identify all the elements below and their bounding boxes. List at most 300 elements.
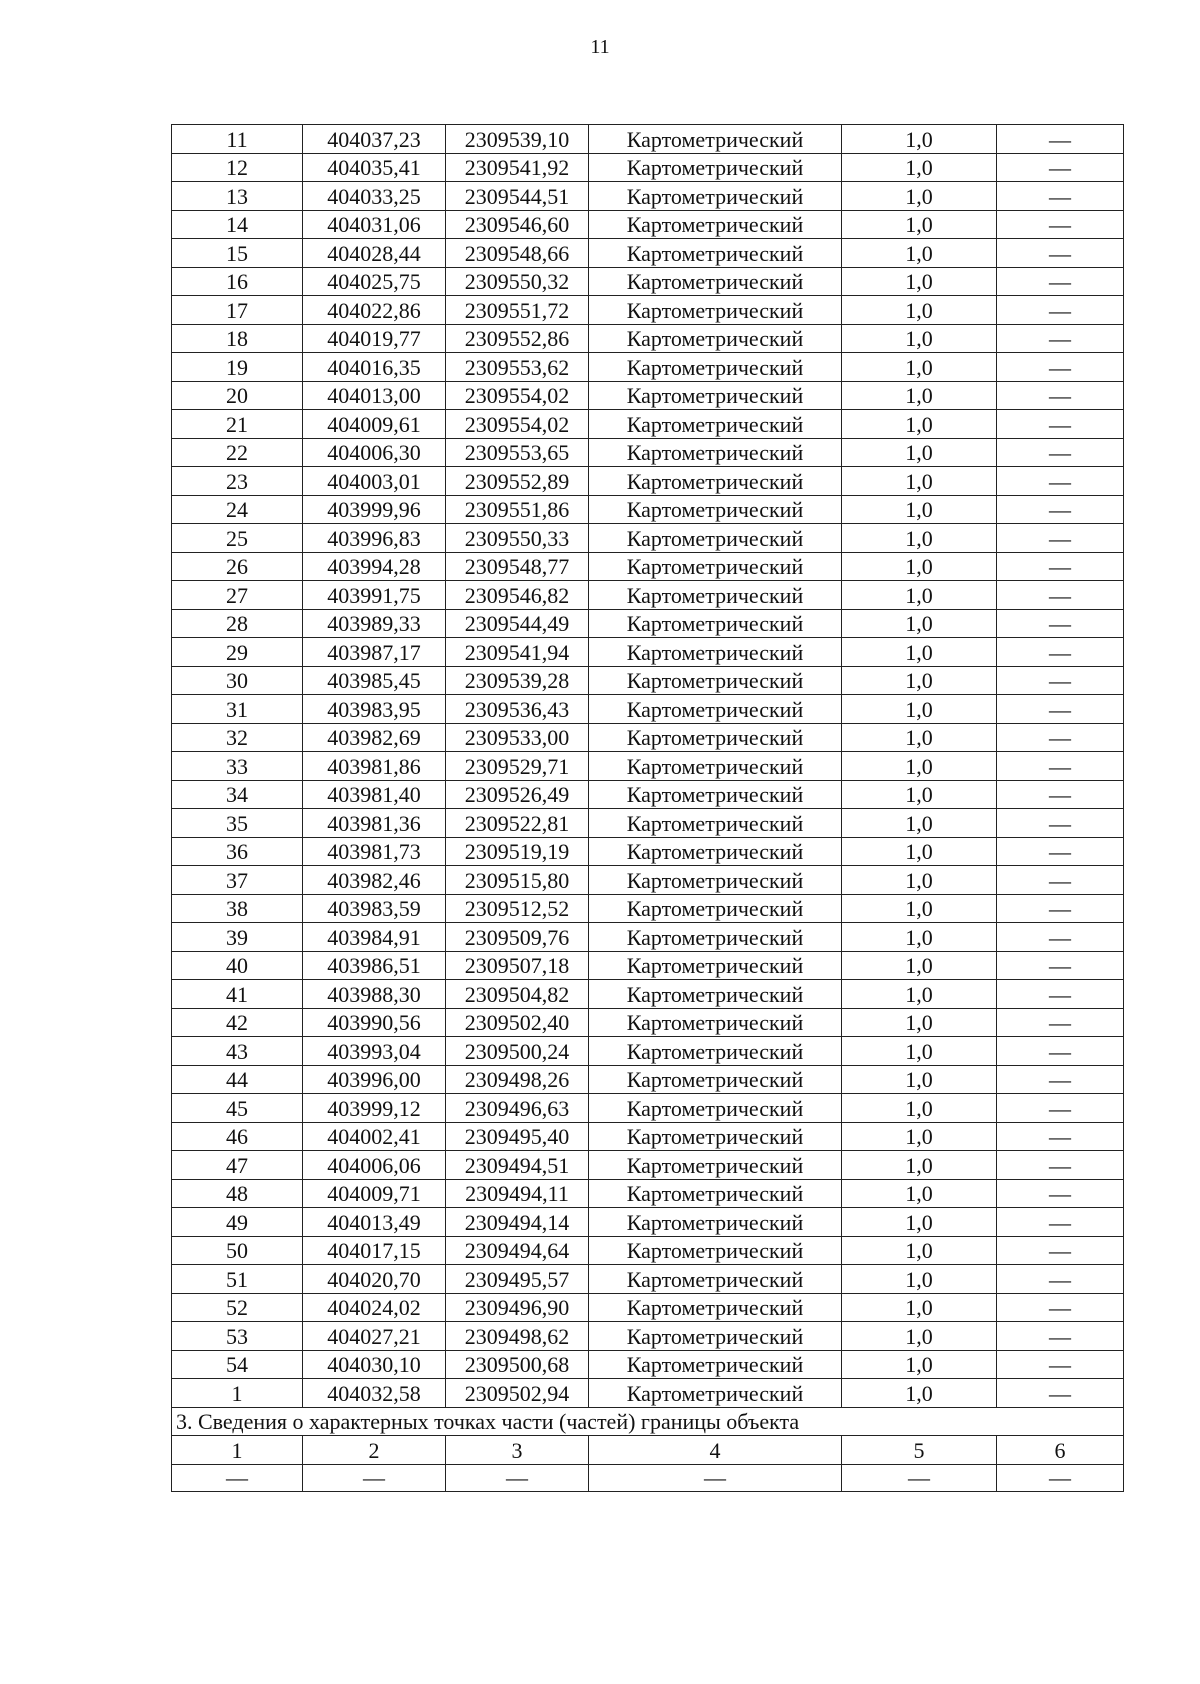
method-cell: Картометрический: [589, 695, 842, 724]
method-cell: Картометрический: [589, 666, 842, 695]
accuracy-cell: 1,0: [842, 809, 997, 838]
note-cell: —: [997, 1322, 1124, 1351]
point-number-cell: 25: [172, 524, 303, 553]
method-cell: Картометрический: [589, 723, 842, 752]
y-coordinate-cell: 2309515,80: [446, 866, 589, 895]
table-row: [172, 381, 1124, 410]
table-row: [172, 695, 1124, 724]
method-cell: Картометрический: [589, 410, 842, 439]
y-coordinate-cell: 2309498,62: [446, 1322, 589, 1351]
table-row: [172, 495, 1124, 524]
note-cell: —: [997, 1151, 1124, 1180]
table-row: [172, 125, 1124, 154]
accuracy-cell: 1,0: [842, 552, 997, 581]
method-cell: Картометрический: [589, 381, 842, 410]
point-number-cell: 17: [172, 296, 303, 325]
method-cell: Картометрический: [589, 467, 842, 496]
accuracy-cell: 1,0: [842, 381, 997, 410]
section3-empty-cell: —: [842, 1464, 997, 1491]
note-cell: —: [997, 780, 1124, 809]
point-number-cell: 13: [172, 182, 303, 211]
y-coordinate-cell: 2309509,76: [446, 923, 589, 952]
table-row: [172, 296, 1124, 325]
accuracy-cell: 1,0: [842, 239, 997, 268]
accuracy-cell: 1,0: [842, 1122, 997, 1151]
x-coordinate-cell: 403981,40: [303, 780, 446, 809]
accuracy-cell: 1,0: [842, 609, 997, 638]
method-cell: Картометрический: [589, 239, 842, 268]
note-cell: —: [997, 638, 1124, 667]
x-coordinate-cell: 404019,77: [303, 324, 446, 353]
note-cell: —: [997, 1350, 1124, 1379]
point-number-cell: 28: [172, 609, 303, 638]
accuracy-cell: 1,0: [842, 1322, 997, 1351]
point-number-cell: 22: [172, 438, 303, 467]
accuracy-cell: 1,0: [842, 182, 997, 211]
accuracy-cell: 1,0: [842, 1265, 997, 1294]
method-cell: Картометрический: [589, 296, 842, 325]
table-row: [172, 666, 1124, 695]
table-row: [172, 1208, 1124, 1237]
note-cell: —: [997, 524, 1124, 553]
table-row: [172, 752, 1124, 781]
y-coordinate-cell: 2309550,33: [446, 524, 589, 553]
point-number-cell: 24: [172, 495, 303, 524]
x-coordinate-cell: 403981,36: [303, 809, 446, 838]
x-coordinate-cell: 404033,25: [303, 182, 446, 211]
table-row: [172, 1379, 1124, 1408]
method-cell: Картометрический: [589, 267, 842, 296]
accuracy-cell: 1,0: [842, 980, 997, 1009]
x-coordinate-cell: 404030,10: [303, 1350, 446, 1379]
method-cell: Картометрический: [589, 438, 842, 467]
x-coordinate-cell: 404032,58: [303, 1379, 446, 1408]
accuracy-cell: 1,0: [842, 581, 997, 610]
method-cell: Картометрический: [589, 581, 842, 610]
method-cell: Картометрический: [589, 752, 842, 781]
accuracy-cell: 1,0: [842, 267, 997, 296]
x-coordinate-cell: 404028,44: [303, 239, 446, 268]
x-coordinate-cell: 404009,71: [303, 1179, 446, 1208]
point-number-cell: 20: [172, 381, 303, 410]
y-coordinate-cell: 2309539,10: [446, 125, 589, 154]
accuracy-cell: 1,0: [842, 1293, 997, 1322]
table-row: [172, 581, 1124, 610]
note-cell: —: [997, 552, 1124, 581]
accuracy-cell: 1,0: [842, 780, 997, 809]
table-row: [172, 923, 1124, 952]
x-coordinate-cell: 404025,75: [303, 267, 446, 296]
accuracy-cell: 1,0: [842, 866, 997, 895]
method-cell: Картометрический: [589, 1208, 842, 1237]
note-cell: —: [997, 324, 1124, 353]
note-cell: —: [997, 1236, 1124, 1265]
y-coordinate-cell: 2309544,49: [446, 609, 589, 638]
x-coordinate-cell: 403999,12: [303, 1094, 446, 1123]
table-row: [172, 153, 1124, 182]
point-number-cell: 21: [172, 410, 303, 439]
y-coordinate-cell: 2309504,82: [446, 980, 589, 1009]
y-coordinate-cell: 2309553,62: [446, 353, 589, 382]
table-row: [172, 210, 1124, 239]
coordinates-table: [171, 124, 1124, 1492]
x-coordinate-cell: 404035,41: [303, 153, 446, 182]
accuracy-cell: 1,0: [842, 410, 997, 439]
x-coordinate-cell: 403982,46: [303, 866, 446, 895]
x-coordinate-cell: 404017,15: [303, 1236, 446, 1265]
note-cell: —: [997, 182, 1124, 211]
section3-empty-cell: —: [446, 1464, 589, 1491]
point-number-cell: 38: [172, 894, 303, 923]
y-coordinate-cell: 2309494,11: [446, 1179, 589, 1208]
note-cell: —: [997, 125, 1124, 154]
accuracy-cell: 1,0: [842, 1037, 997, 1066]
section3-header-cell: 6: [997, 1436, 1124, 1465]
x-coordinate-cell: 403981,73: [303, 837, 446, 866]
section3-header-cell: 5: [842, 1436, 997, 1465]
y-coordinate-cell: 2309541,94: [446, 638, 589, 667]
table-row: [172, 353, 1124, 382]
point-number-cell: 46: [172, 1122, 303, 1151]
coordinates-table-body: [172, 125, 1124, 1408]
y-coordinate-cell: 2309554,02: [446, 410, 589, 439]
point-number-cell: 41: [172, 980, 303, 1009]
y-coordinate-cell: 2309544,51: [446, 182, 589, 211]
method-cell: Картометрический: [589, 780, 842, 809]
method-cell: Картометрический: [589, 495, 842, 524]
y-coordinate-cell: 2309496,63: [446, 1094, 589, 1123]
y-coordinate-cell: 2309522,81: [446, 809, 589, 838]
table-row: [172, 1179, 1124, 1208]
method-cell: Картометрический: [589, 1379, 842, 1408]
accuracy-cell: 1,0: [842, 638, 997, 667]
x-coordinate-cell: 404006,30: [303, 438, 446, 467]
section3-title-row: [172, 1407, 1124, 1436]
note-cell: —: [997, 951, 1124, 980]
method-cell: Картометрический: [589, 524, 842, 553]
y-coordinate-cell: 2309550,32: [446, 267, 589, 296]
x-coordinate-cell: 403990,56: [303, 1008, 446, 1037]
method-cell: Картометрический: [589, 1151, 842, 1180]
table-row: [172, 438, 1124, 467]
note-cell: —: [997, 210, 1124, 239]
accuracy-cell: 1,0: [842, 723, 997, 752]
table-row: [172, 552, 1124, 581]
x-coordinate-cell: 404016,35: [303, 353, 446, 382]
note-cell: —: [997, 1265, 1124, 1294]
section3-empty-cell: —: [303, 1464, 446, 1491]
y-coordinate-cell: 2309500,68: [446, 1350, 589, 1379]
note-cell: —: [997, 980, 1124, 1009]
method-cell: Картометрический: [589, 1179, 842, 1208]
section3-header-row: [172, 1436, 1124, 1465]
point-number-cell: 33: [172, 752, 303, 781]
y-coordinate-cell: 2309502,94: [446, 1379, 589, 1408]
section3-header-cell: 1: [172, 1436, 303, 1465]
x-coordinate-cell: 403986,51: [303, 951, 446, 980]
method-cell: Картометрический: [589, 923, 842, 952]
table-row: [172, 1322, 1124, 1351]
method-cell: Картометрический: [589, 809, 842, 838]
table-row: [172, 1236, 1124, 1265]
accuracy-cell: 1,0: [842, 324, 997, 353]
point-number-cell: 1: [172, 1379, 303, 1408]
x-coordinate-cell: 403996,83: [303, 524, 446, 553]
method-cell: Картометрический: [589, 1008, 842, 1037]
note-cell: —: [997, 381, 1124, 410]
table-row: [172, 1265, 1124, 1294]
method-cell: Картометрический: [589, 1350, 842, 1379]
point-number-cell: 45: [172, 1094, 303, 1123]
y-coordinate-cell: 2309539,28: [446, 666, 589, 695]
y-coordinate-cell: 2309496,90: [446, 1293, 589, 1322]
point-number-cell: 30: [172, 666, 303, 695]
y-coordinate-cell: 2309526,49: [446, 780, 589, 809]
method-cell: Картометрический: [589, 1122, 842, 1151]
point-number-cell: 12: [172, 153, 303, 182]
accuracy-cell: 1,0: [842, 296, 997, 325]
table-row: [172, 638, 1124, 667]
x-coordinate-cell: 404013,00: [303, 381, 446, 410]
section3-empty-cell: —: [997, 1464, 1124, 1491]
method-cell: Картометрический: [589, 638, 842, 667]
table-row: [172, 1151, 1124, 1180]
note-cell: —: [997, 866, 1124, 895]
y-coordinate-cell: 2309552,89: [446, 467, 589, 496]
note-cell: —: [997, 410, 1124, 439]
note-cell: —: [997, 267, 1124, 296]
method-cell: Картометрический: [589, 552, 842, 581]
note-cell: —: [997, 1008, 1124, 1037]
accuracy-cell: 1,0: [842, 951, 997, 980]
table-row: [172, 951, 1124, 980]
x-coordinate-cell: 403983,95: [303, 695, 446, 724]
accuracy-cell: 1,0: [842, 1350, 997, 1379]
note-cell: —: [997, 467, 1124, 496]
accuracy-cell: 1,0: [842, 752, 997, 781]
point-number-cell: 50: [172, 1236, 303, 1265]
note-cell: —: [997, 894, 1124, 923]
method-cell: Картометрический: [589, 1094, 842, 1123]
note-cell: —: [997, 296, 1124, 325]
accuracy-cell: 1,0: [842, 438, 997, 467]
accuracy-cell: 1,0: [842, 495, 997, 524]
point-number-cell: 48: [172, 1179, 303, 1208]
point-number-cell: 15: [172, 239, 303, 268]
section3-header-cell: 3: [446, 1436, 589, 1465]
x-coordinate-cell: 403989,33: [303, 609, 446, 638]
y-coordinate-cell: 2309507,18: [446, 951, 589, 980]
point-number-cell: 36: [172, 837, 303, 866]
table-row: [172, 182, 1124, 211]
x-coordinate-cell: 404002,41: [303, 1122, 446, 1151]
point-number-cell: 31: [172, 695, 303, 724]
table-row: [172, 780, 1124, 809]
accuracy-cell: 1,0: [842, 353, 997, 382]
point-number-cell: 34: [172, 780, 303, 809]
table-row: [172, 524, 1124, 553]
y-coordinate-cell: 2309494,14: [446, 1208, 589, 1237]
note-cell: —: [997, 581, 1124, 610]
y-coordinate-cell: 2309502,40: [446, 1008, 589, 1037]
table-row: [172, 1293, 1124, 1322]
x-coordinate-cell: 403991,75: [303, 581, 446, 610]
table-row: [172, 267, 1124, 296]
y-coordinate-cell: 2309552,86: [446, 324, 589, 353]
method-cell: Картометрический: [589, 210, 842, 239]
x-coordinate-cell: 403982,69: [303, 723, 446, 752]
method-cell: Картометрический: [589, 125, 842, 154]
x-coordinate-cell: 404013,49: [303, 1208, 446, 1237]
accuracy-cell: 1,0: [842, 837, 997, 866]
table-row: [172, 1065, 1124, 1094]
x-coordinate-cell: 404037,23: [303, 125, 446, 154]
accuracy-cell: 1,0: [842, 467, 997, 496]
table-row: [172, 467, 1124, 496]
note-cell: —: [997, 153, 1124, 182]
table-row: [172, 809, 1124, 838]
method-cell: Картометрический: [589, 353, 842, 382]
y-coordinate-cell: 2309495,40: [446, 1122, 589, 1151]
note-cell: —: [997, 609, 1124, 638]
accuracy-cell: 1,0: [842, 1065, 997, 1094]
note-cell: —: [997, 1293, 1124, 1322]
note-cell: —: [997, 1122, 1124, 1151]
table-row: [172, 324, 1124, 353]
note-cell: —: [997, 752, 1124, 781]
point-number-cell: 18: [172, 324, 303, 353]
y-coordinate-cell: 2309519,19: [446, 837, 589, 866]
point-number-cell: 16: [172, 267, 303, 296]
x-coordinate-cell: 404006,06: [303, 1151, 446, 1180]
y-coordinate-cell: 2309541,92: [446, 153, 589, 182]
method-cell: Картометрический: [589, 1265, 842, 1294]
method-cell: Картометрический: [589, 951, 842, 980]
x-coordinate-cell: 403985,45: [303, 666, 446, 695]
table-row: [172, 1094, 1124, 1123]
x-coordinate-cell: 404031,06: [303, 210, 446, 239]
method-cell: Картометрический: [589, 980, 842, 1009]
y-coordinate-cell: 2309494,64: [446, 1236, 589, 1265]
point-number-cell: 32: [172, 723, 303, 752]
accuracy-cell: 1,0: [842, 1008, 997, 1037]
y-coordinate-cell: 2309512,52: [446, 894, 589, 923]
table-row: [172, 1350, 1124, 1379]
x-coordinate-cell: 404003,01: [303, 467, 446, 496]
method-cell: Картометрический: [589, 894, 842, 923]
method-cell: Картометрический: [589, 153, 842, 182]
section3-header-cell: 4: [589, 1436, 842, 1465]
section3-empty-cell: —: [172, 1464, 303, 1491]
note-cell: —: [997, 837, 1124, 866]
point-number-cell: 42: [172, 1008, 303, 1037]
note-cell: —: [997, 809, 1124, 838]
note-cell: —: [997, 438, 1124, 467]
x-coordinate-cell: 403996,00: [303, 1065, 446, 1094]
x-coordinate-cell: 403987,17: [303, 638, 446, 667]
point-number-cell: 53: [172, 1322, 303, 1351]
y-coordinate-cell: 2309546,82: [446, 581, 589, 610]
point-number-cell: 54: [172, 1350, 303, 1379]
table-row: [172, 609, 1124, 638]
table-row: [172, 837, 1124, 866]
y-coordinate-cell: 2309495,57: [446, 1265, 589, 1294]
point-number-cell: 35: [172, 809, 303, 838]
y-coordinate-cell: 2309498,26: [446, 1065, 589, 1094]
section3: [172, 1407, 1124, 1491]
point-number-cell: 39: [172, 923, 303, 952]
note-cell: —: [997, 923, 1124, 952]
x-coordinate-cell: 404022,86: [303, 296, 446, 325]
accuracy-cell: 1,0: [842, 666, 997, 695]
point-number-cell: 14: [172, 210, 303, 239]
section3-title: 3. Сведения о характерных точках части (частей) границы объекта: [172, 1407, 1124, 1436]
method-cell: Картометрический: [589, 182, 842, 211]
accuracy-cell: 1,0: [842, 1179, 997, 1208]
accuracy-cell: 1,0: [842, 524, 997, 553]
x-coordinate-cell: 403981,86: [303, 752, 446, 781]
x-coordinate-cell: 403993,04: [303, 1037, 446, 1066]
x-coordinate-cell: 404027,21: [303, 1322, 446, 1351]
accuracy-cell: 1,0: [842, 894, 997, 923]
note-cell: —: [997, 1094, 1124, 1123]
table-row: [172, 410, 1124, 439]
note-cell: —: [997, 666, 1124, 695]
y-coordinate-cell: 2309536,43: [446, 695, 589, 724]
table-row: [172, 866, 1124, 895]
note-cell: —: [997, 1037, 1124, 1066]
y-coordinate-cell: 2309500,24: [446, 1037, 589, 1066]
y-coordinate-cell: 2309548,77: [446, 552, 589, 581]
point-number-cell: 49: [172, 1208, 303, 1237]
x-coordinate-cell: 403988,30: [303, 980, 446, 1009]
note-cell: —: [997, 1379, 1124, 1408]
table-row: [172, 980, 1124, 1009]
method-cell: Картометрический: [589, 1065, 842, 1094]
method-cell: Картометрический: [589, 324, 842, 353]
accuracy-cell: 1,0: [842, 1151, 997, 1180]
point-number-cell: 19: [172, 353, 303, 382]
method-cell: Картометрический: [589, 609, 842, 638]
method-cell: Картометрический: [589, 1322, 842, 1351]
point-number-cell: 11: [172, 125, 303, 154]
method-cell: Картометрический: [589, 1293, 842, 1322]
note-cell: —: [997, 723, 1124, 752]
point-number-cell: 51: [172, 1265, 303, 1294]
note-cell: —: [997, 1065, 1124, 1094]
table-row: [172, 894, 1124, 923]
method-cell: Картометрический: [589, 1236, 842, 1265]
note-cell: —: [997, 353, 1124, 382]
table-row: [172, 1122, 1124, 1151]
point-number-cell: 47: [172, 1151, 303, 1180]
x-coordinate-cell: 403999,96: [303, 495, 446, 524]
point-number-cell: 29: [172, 638, 303, 667]
x-coordinate-cell: 404009,61: [303, 410, 446, 439]
accuracy-cell: 1,0: [842, 1208, 997, 1237]
accuracy-cell: 1,0: [842, 923, 997, 952]
accuracy-cell: 1,0: [842, 153, 997, 182]
section3-header-cell: 2: [303, 1436, 446, 1465]
y-coordinate-cell: 2309548,66: [446, 239, 589, 268]
accuracy-cell: 1,0: [842, 1094, 997, 1123]
accuracy-cell: 1,0: [842, 695, 997, 724]
point-number-cell: 52: [172, 1293, 303, 1322]
point-number-cell: 44: [172, 1065, 303, 1094]
method-cell: Картометрический: [589, 1037, 842, 1066]
point-number-cell: 40: [172, 951, 303, 980]
y-coordinate-cell: 2309529,71: [446, 752, 589, 781]
